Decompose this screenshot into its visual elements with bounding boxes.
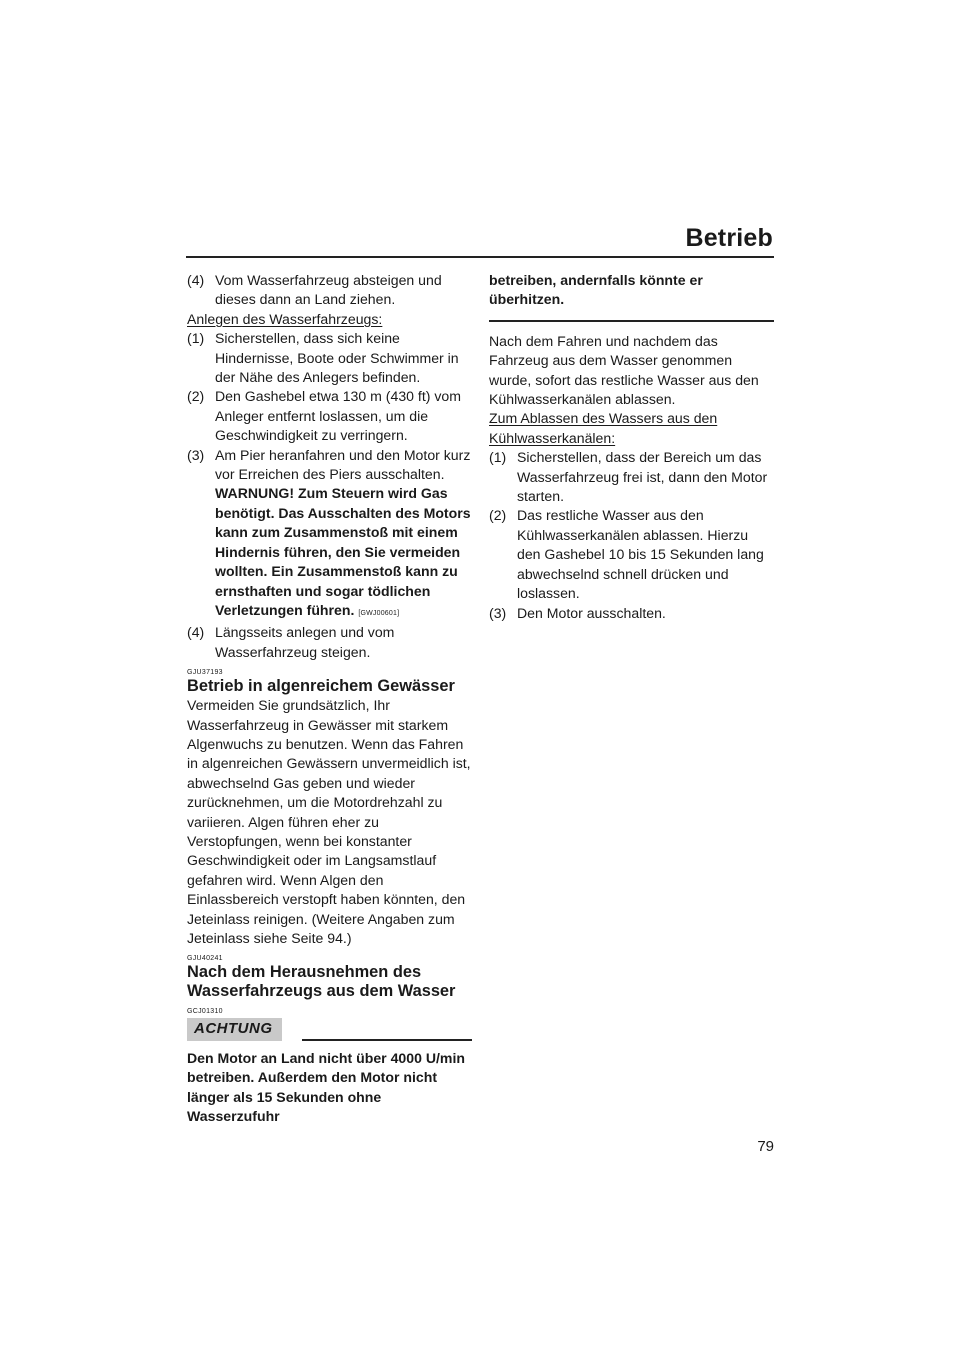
list-number: (2) [187, 388, 205, 405]
list-text: Das restliche Wasser aus den Kühlwasserkanälen ablassen. Hierzu den Gashebel 10 bis 15 Sekunden lang abwechselnd schnell drücken und loslassen. [517, 507, 764, 602]
list-text: Den Motor ausschalten. [517, 604, 666, 621]
caution-code: GCJ01310 [187, 1008, 223, 1016]
list-text: Längsseits anlegen und vom Wasserfahrzeug steigen. [215, 624, 395, 660]
page-header-title: Betrieb [685, 224, 773, 252]
section-heading-removal: Nach dem Herausnehmen des Wasserfahrzeugs aus dem Wasser [187, 963, 456, 1001]
list-item [187, 329, 472, 387]
list-text [215, 446, 472, 624]
left-column [187, 271, 472, 1126]
list-item [489, 448, 774, 506]
list-item [187, 387, 472, 445]
docking-heading: Anlegen des Wasserfahrzeugs: [187, 310, 383, 327]
list-number: (1) [489, 449, 507, 466]
caution-rule [302, 1039, 473, 1041]
section-heading-algae: Betrieb in algenreichem Gewässer [187, 677, 455, 696]
caution-header [187, 1018, 472, 1040]
drain-heading: Zum Ablassen des Wassers aus den Kühlwasserkanälen: [489, 410, 718, 446]
list-number: (4) [187, 272, 205, 288]
section-code: GJU40241 [187, 955, 223, 963]
list-number: (3) [187, 446, 205, 463]
list-item [187, 271, 472, 310]
caution-badge: ACHTUNG [187, 1018, 282, 1040]
warning-code: [GWJ00601] [358, 609, 400, 617]
list-item [187, 623, 472, 662]
list-text: Vom Wasserfahrzeug absteigen und dieses dann an Land ziehen. [215, 272, 442, 308]
page-number: 79 [757, 1138, 774, 1155]
list-text: Sicherstellen, dass sich keine Hindernisse, Boote oder Schwimmer in der Nähe des Anlegers befinden. [215, 330, 459, 386]
header-rule [186, 256, 774, 258]
caution-text-continued: betreiben, andernfalls könnte er überhitzen. [489, 272, 703, 308]
list-number: (2) [489, 507, 507, 524]
list-number: (1) [187, 330, 205, 347]
list-text: Sicherstellen, dass der Bereich um das Wasserfahrzeug frei ist, dann den Motor starten. [517, 449, 768, 505]
list-text-body: Am Pier heranfahren und den Motor kurz vor Erreichen des Piers ausschalten. [215, 446, 471, 483]
list-number: (4) [187, 624, 205, 641]
list-item [489, 604, 774, 623]
caution-end-rule [489, 320, 774, 322]
algae-paragraph: Vermeiden Sie grundsätzlich, Ihr Wasserfahrzeug in Gewässer mit starkem Algenwuchs zu benutzen. Wenn das Fahren in algenreichen Gewässern unvermeidlich ist, abwechselnd Gas geben und wieder zurücknehmen, um die Motordrehzahl zu variieren. Algen führen eher zu Verstopfungen, wenn bei konstanter Geschwindigkeit oder im Langsamstlauf gefahren wird. Wenn Algen den Einlassbereich verstopft haben könnten, den Jeteinlass reinigen. (Weitere Angaben zum Jeteinlass siehe Seite 94.) [187, 697, 471, 946]
list-number: (3) [489, 604, 507, 621]
section-code: GJU37193 [187, 669, 223, 677]
list-item [187, 446, 472, 624]
warning-text: WARNUNG! Zum Steuern wird Gas benötigt. Das Ausschalten des Motors kann zum Zusammenstoß mit einem Hindernis führen, den Sie vermeiden wollten. Ein Zusammenstoß kann zu ernsthaften und sogar tödlichen Verletzungen führen. [215, 485, 471, 618]
after-paragraph: Nach dem Fahren und nachdem das Fahrzeug aus dem Wasser genommen wurde, sofort das restliche Wasser aus den Kühlwasserkanälen ablassen. [489, 332, 759, 408]
caution-text: Den Motor an Land nicht über 4000 U/min betreiben. Außerdem den Motor nicht länger als 15 Sekunden ohne Wasserzufuhr [187, 1049, 465, 1125]
right-column [489, 271, 774, 623]
list-text: Den Gashebel etwa 130 m (430 ft) vom Anleger entfernt loslassen, um die Geschwindigkeit zu verringern. [215, 388, 461, 444]
list-item [489, 506, 774, 603]
